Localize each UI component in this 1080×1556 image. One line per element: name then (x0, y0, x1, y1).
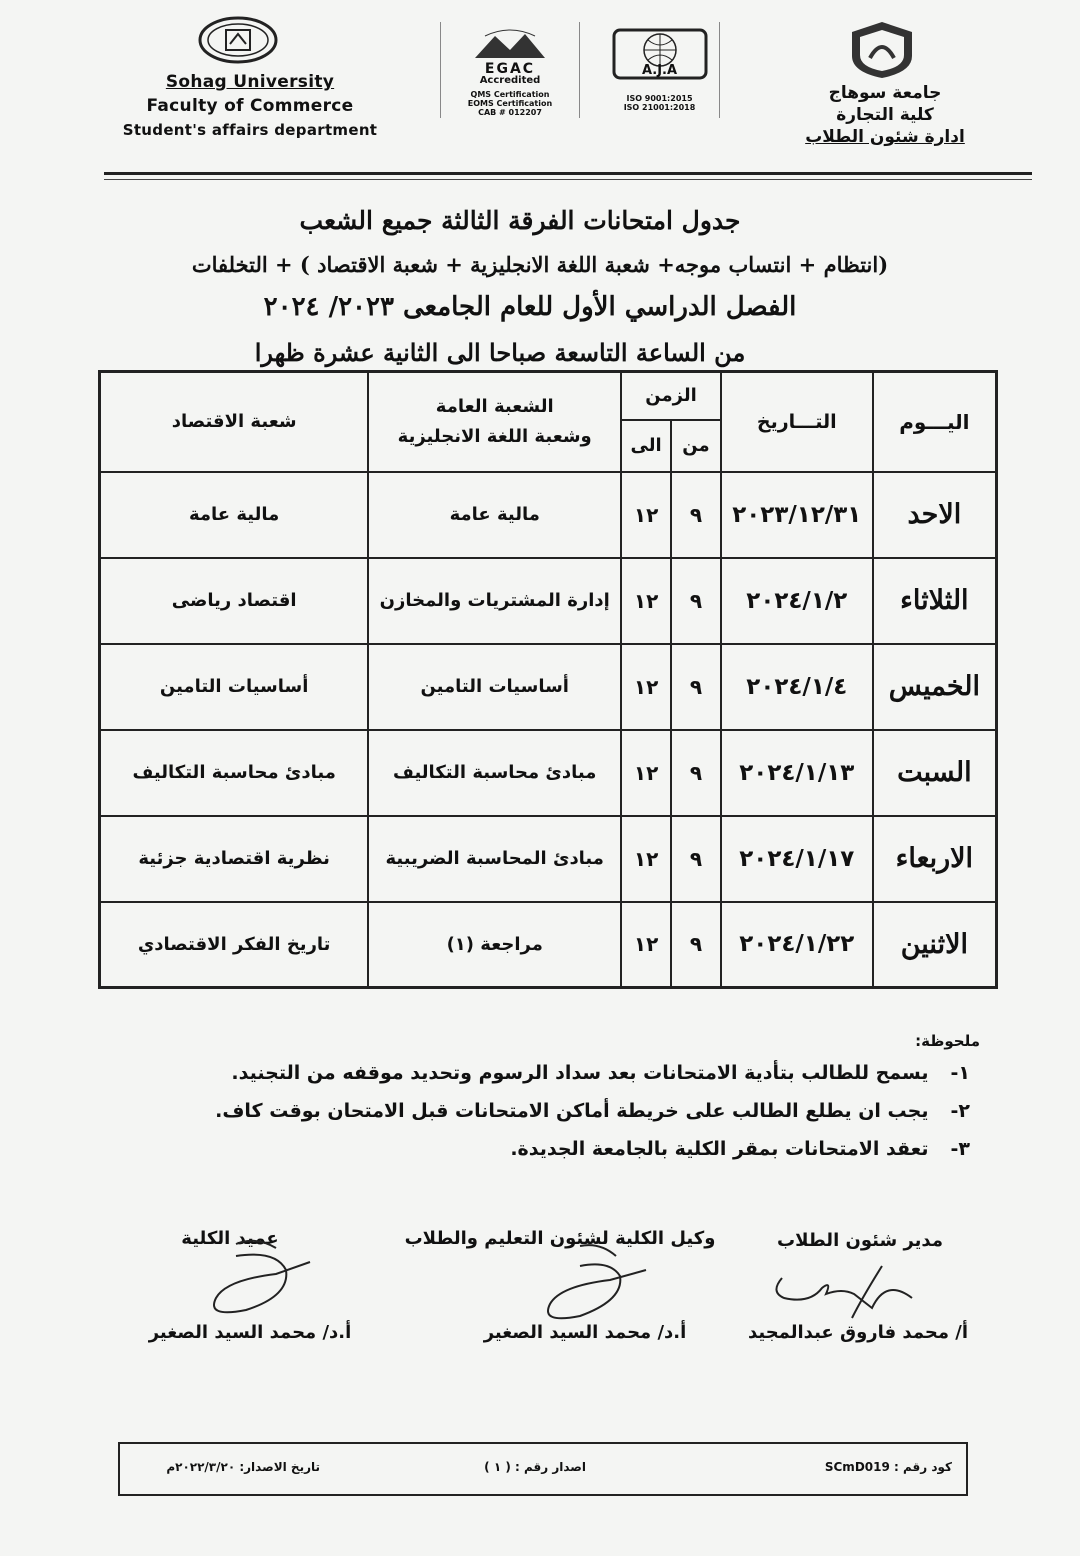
egac-logo-icon (465, 28, 555, 62)
arabic-header (770, 82, 1000, 148)
cell-from: ٩ (671, 644, 721, 730)
university-name-en: Sohag University (165, 72, 335, 92)
egac-title: EGAC (484, 61, 536, 77)
faculty-name-ar: كلية التجارة (836, 105, 934, 125)
egac-line2: EOMS Certification (467, 99, 553, 108)
cell-date: ٢٠٢٤/١/٤ (721, 644, 873, 730)
header-divider-thin (104, 179, 1032, 180)
footer-code: كود رقم : SCmD019 (824, 1460, 952, 1474)
aja-line2: ISO 21001:2018 (623, 103, 696, 112)
header-to: الى (621, 420, 671, 472)
faculty-logo-icon (842, 18, 922, 80)
signature-name-affairs-director: أ/ محمد فاروق عبدالمجيد (747, 1322, 969, 1343)
footer-issue-number: اصدار رقم : ( ١ ) (484, 1460, 586, 1474)
cell-to: ١٢ (621, 902, 671, 988)
table-row (100, 730, 997, 816)
egac-accredited: Accredited (479, 75, 541, 86)
table-row (100, 558, 997, 644)
note-text: يسمح للطالب بتأدية الامتحانات بعد سداد الرسوم وتحديد موقفه من التجنيد. (231, 1062, 929, 1084)
note-number: ٣- (950, 1138, 970, 1160)
exam-hours: من الساعة التاسعة صباحا الى الثانية عشرة ظهرا (254, 338, 746, 367)
cell-day: الخميس (873, 644, 997, 730)
header-general-line2: وشعبة اللغة الانجليزية (397, 425, 592, 447)
signature-title-vice-dean: وكيل الكلية لشئون التعليم والطلاب (404, 1228, 716, 1249)
note-number: ١- (950, 1062, 970, 1084)
handwritten-signature-icon (762, 1258, 942, 1324)
cell-economics: تاريخ الفكر الاقتصادي (100, 902, 369, 988)
cell-from: ٩ (671, 816, 721, 902)
table-row (100, 472, 997, 558)
table-row (100, 902, 997, 988)
schedule-subtitle: (انتظام + انتساب موجه+ شعبة اللغة الانجليزية + شعبة الاقتصاد ) + التخلفات (191, 252, 889, 277)
exam-schedule-table (98, 370, 998, 989)
cell-to: ١٢ (621, 472, 671, 558)
cell-general: أساسيات التامين (368, 644, 621, 730)
header-economics: شعبة الاقتصاد (100, 372, 369, 472)
table-row (100, 644, 997, 730)
aja-certificate (600, 22, 720, 118)
department-name-en: Student's affairs department (122, 121, 378, 139)
cell-to: ١٢ (621, 730, 671, 816)
signature-title-dean: عميد الكلية (181, 1228, 279, 1249)
note-item (215, 1100, 970, 1122)
cell-from: ٩ (671, 902, 721, 988)
document-footer (118, 1442, 968, 1496)
cell-to: ١٢ (621, 816, 671, 902)
cell-general: مبادئ المحاسبة الضريبية (368, 816, 621, 902)
cell-date: ٢٠٢٤/١/٢٢ (721, 902, 873, 988)
header-general (368, 372, 621, 472)
cell-general: إدارة المشتريات والمخازن (368, 558, 621, 644)
aja-title: A.J.A (641, 63, 678, 78)
cell-economics: مالية عامة (100, 472, 369, 558)
note-number: ٢- (950, 1100, 970, 1122)
note-item (510, 1138, 970, 1160)
cell-from: ٩ (671, 558, 721, 644)
cell-day: الاثنين (873, 902, 997, 988)
header-divider (104, 172, 1032, 175)
note-text: يجب ان يطلع الطالب على خريطة أماكن الامتحانات قبل الامتحان بوقت كاف. (215, 1100, 929, 1122)
cell-economics: مبادئ محاسبة التكاليف (100, 730, 369, 816)
signature-title-affairs-director: مدير شئون الطلاب (777, 1230, 943, 1251)
header-day: اليـــوم (873, 372, 997, 472)
cell-date: ٢٠٢٤/١/١٧ (721, 816, 873, 902)
egac-certificate (440, 22, 580, 118)
cell-date: ٢٠٢٤/١/٢ (721, 558, 873, 644)
university-name-ar: جامعة سوهاج (828, 83, 942, 103)
signature-name-dean: أ.د/ محمد السيد الصغير (148, 1322, 352, 1343)
faculty-name-en: Faculty of Commerce (146, 96, 354, 116)
cell-general: مبادئ محاسبة التكاليف (368, 730, 621, 816)
header-time: الزمن (621, 372, 721, 420)
cell-day: الاحد (873, 472, 997, 558)
cell-from: ٩ (671, 730, 721, 816)
aja-line1: ISO 9001:2015 (626, 94, 693, 103)
cell-day: الثلاثاء (873, 558, 997, 644)
egac-line3: CAB # 012207 (478, 108, 542, 117)
cell-from: ٩ (671, 472, 721, 558)
cell-day: السبت (873, 730, 997, 816)
english-header (100, 70, 400, 142)
cell-economics: اقتصاد رياضى (100, 558, 369, 644)
header-from: من (671, 420, 721, 472)
cell-date: ٢٠٢٤/١/١٣ (721, 730, 873, 816)
header-general-line1: الشعبة العامة (435, 395, 554, 417)
signature-name-vice-dean: أ.د/ محمد السيد الصغير (483, 1322, 687, 1343)
cell-day: الاربعاء (873, 816, 997, 902)
footer-issue-date: تاريخ الاصدار: ٢٠٢٢/٣/٢٠م (166, 1460, 320, 1474)
cell-to: ١٢ (621, 644, 671, 730)
handwritten-signature-icon (186, 1236, 326, 1326)
notes-heading: ملحوظة: (915, 1032, 980, 1050)
semester-title: الفصل الدراسي الأول للعام الجامعى ٢٠٢٣/ ٢٠٢٤ (263, 292, 797, 322)
schedule-title: جدول امتحانات الفرقة الثالثة جميع الشعب (299, 206, 741, 235)
note-text: تعقد الامتحانات بمقر الكلية بالجامعة الجديدة. (510, 1138, 929, 1160)
department-name-ar: ادارة شئون الطلاب (805, 127, 965, 147)
handwritten-signature-icon (520, 1240, 660, 1330)
header-date: التـــاريخ (721, 372, 873, 472)
cell-date: ٢٠٢٣/١٢/٣١ (721, 472, 873, 558)
egac-line1: QMS Certification (470, 90, 550, 99)
table-row (100, 816, 997, 902)
cell-general: مراجعة (١) (368, 902, 621, 988)
cell-to: ١٢ (621, 558, 671, 644)
note-item (231, 1062, 970, 1084)
cell-economics: أساسيات التامين (100, 644, 369, 730)
cell-general: مالية عامة (368, 472, 621, 558)
cell-economics: نظرية اقتصادية جزئية (100, 816, 369, 902)
university-seal-icon (196, 14, 280, 68)
